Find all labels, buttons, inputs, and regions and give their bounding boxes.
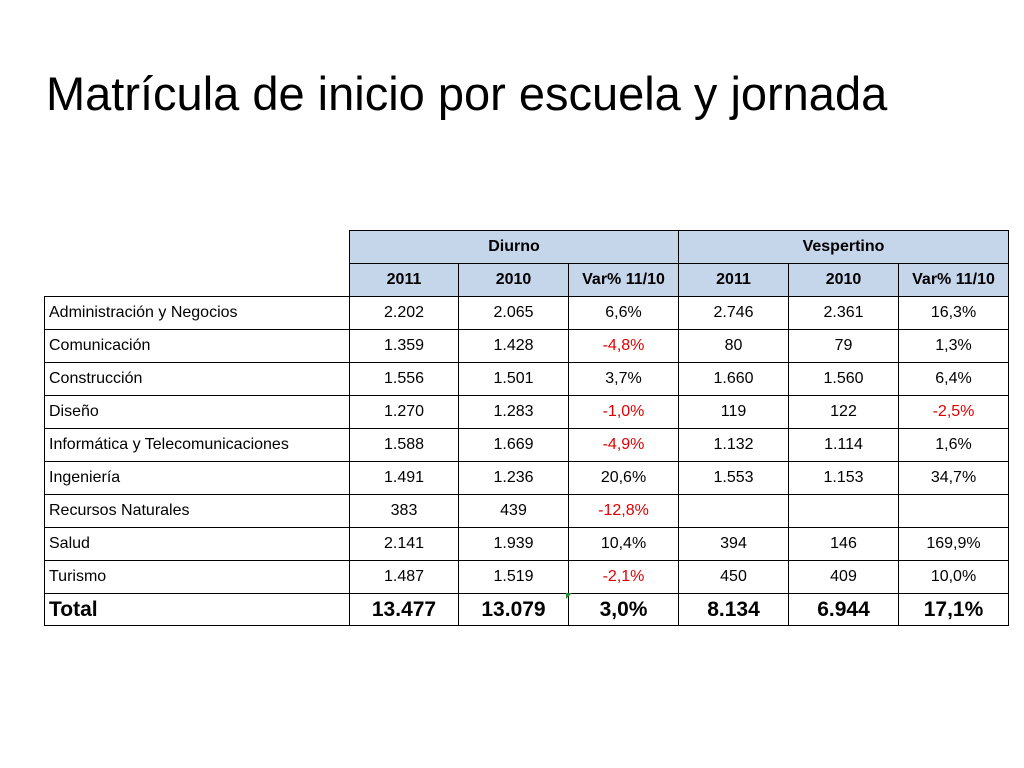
table-cell: 169,9%	[899, 528, 1009, 561]
table-cell: 1,6%	[899, 429, 1009, 462]
row-label: Diseño	[45, 396, 350, 429]
table-row	[45, 561, 1009, 594]
enrollment-table	[44, 230, 1009, 626]
row-label: Administración y Negocios	[45, 297, 350, 330]
total-row	[45, 594, 1009, 626]
row-label: Informática y Telecomunicaciones	[45, 429, 350, 462]
table-cell: 2.202	[350, 297, 459, 330]
table-cell: 6,4%	[899, 363, 1009, 396]
table-cell: 1.669	[459, 429, 569, 462]
table-cell	[899, 495, 1009, 528]
total-cell: 8.134	[679, 594, 789, 626]
table-row	[45, 429, 1009, 462]
group-header-diurno: Diurno	[350, 231, 679, 264]
table-cell: 1.487	[350, 561, 459, 594]
row-label: Construcción	[45, 363, 350, 396]
table-row	[45, 495, 1009, 528]
table-cell: 2.065	[459, 297, 569, 330]
column-header: Var% 11/10	[569, 264, 679, 297]
table-cell: 122	[789, 396, 899, 429]
table-cell: 80	[679, 330, 789, 363]
table-cell: -4,8%	[569, 330, 679, 363]
row-label: Recursos Naturales	[45, 495, 350, 528]
table-cell: 1.553	[679, 462, 789, 495]
table-cell: 119	[679, 396, 789, 429]
table-row	[45, 396, 1009, 429]
sub-header-row	[45, 264, 1009, 297]
table-cell: 1.428	[459, 330, 569, 363]
table-cell	[789, 495, 899, 528]
table-cell: 146	[789, 528, 899, 561]
table-cell: 1.132	[679, 429, 789, 462]
table-cell: 1.359	[350, 330, 459, 363]
table-cell: 16,3%	[899, 297, 1009, 330]
table-cell: -4,9%	[569, 429, 679, 462]
column-header: 2010	[789, 264, 899, 297]
group-header-vespertino: Vespertino	[679, 231, 1009, 264]
table-row	[45, 528, 1009, 561]
table-cell: 10,0%	[899, 561, 1009, 594]
table-cell: 1.236	[459, 462, 569, 495]
total-cell: 13.477	[350, 594, 459, 626]
table-row	[45, 297, 1009, 330]
table-cell: 34,7%	[899, 462, 1009, 495]
table-row	[45, 330, 1009, 363]
table-cell: 394	[679, 528, 789, 561]
total-label: Total	[45, 594, 350, 626]
table-cell: 450	[679, 561, 789, 594]
table-cell: 1.270	[350, 396, 459, 429]
table-cell	[679, 495, 789, 528]
table-cell: 1.283	[459, 396, 569, 429]
table-cell: 2.746	[679, 297, 789, 330]
table-cell: 409	[789, 561, 899, 594]
table-cell: 383	[350, 495, 459, 528]
table-cell: -2,1%	[569, 561, 679, 594]
column-header: Var% 11/10	[899, 264, 1009, 297]
group-header-row	[45, 231, 1009, 264]
table-row	[45, 462, 1009, 495]
table-cell: 439	[459, 495, 569, 528]
row-label: Comunicación	[45, 330, 350, 363]
table-cell: 3,7%	[569, 363, 679, 396]
table-cell: 1.114	[789, 429, 899, 462]
table-cell: -2,5%	[899, 396, 1009, 429]
table-cell: 1.519	[459, 561, 569, 594]
table-body	[45, 297, 1009, 594]
column-header: 2011	[679, 264, 789, 297]
table-cell: 1.939	[459, 528, 569, 561]
table-cell: 10,4%	[569, 528, 679, 561]
total-cell: 13.079	[459, 594, 569, 626]
table-cell: -1,0%	[569, 396, 679, 429]
table-cell: 1,3%	[899, 330, 1009, 363]
corner-cell	[45, 231, 350, 264]
row-label: Ingeniería	[45, 462, 350, 495]
column-header: 2011	[350, 264, 459, 297]
table-cell: 1.660	[679, 363, 789, 396]
row-label: Turismo	[45, 561, 350, 594]
column-header: 2010	[459, 264, 569, 297]
table-cell: 1.588	[350, 429, 459, 462]
total-cell: 6.944	[789, 594, 899, 626]
table-cell: 1.560	[789, 363, 899, 396]
table-cell: 1.501	[459, 363, 569, 396]
table-row	[45, 363, 1009, 396]
page-title: Matrícula de inicio por escuela y jornada	[46, 67, 888, 120]
table-cell: 2.141	[350, 528, 459, 561]
row-label: Salud	[45, 528, 350, 561]
table-cell: 1.556	[350, 363, 459, 396]
table-cell: 79	[789, 330, 899, 363]
cell-error-indicator-icon	[566, 593, 572, 599]
total-cell: 3,0%	[569, 594, 679, 626]
total-cell: 17,1%	[899, 594, 1009, 626]
table-cell: 6,6%	[569, 297, 679, 330]
table-cell: -12,8%	[569, 495, 679, 528]
table-cell: 2.361	[789, 297, 899, 330]
table-cell: 20,6%	[569, 462, 679, 495]
table-cell: 1.491	[350, 462, 459, 495]
corner-cell	[45, 264, 350, 297]
table-cell: 1.153	[789, 462, 899, 495]
